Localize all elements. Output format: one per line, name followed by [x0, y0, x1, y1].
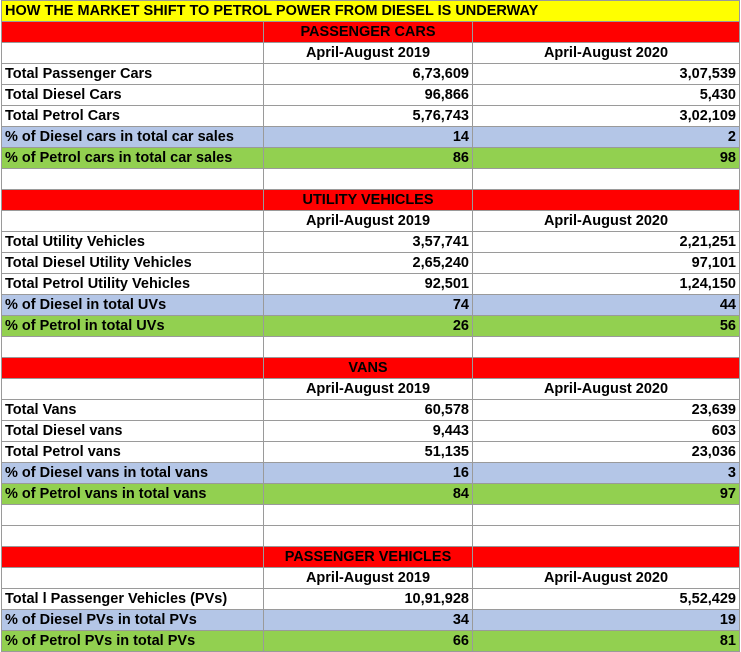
value-2019: 9,443: [264, 421, 473, 442]
value-2019: 3,57,741: [264, 232, 473, 253]
period-2019-header: April-August 2019: [264, 379, 473, 400]
table-row: [2, 631, 740, 652]
section-header-empty: [2, 22, 264, 43]
table-row: [2, 127, 740, 148]
section-header-empty: [473, 358, 740, 379]
value-2020: 2: [473, 127, 740, 148]
blank-cell: [264, 526, 473, 547]
section-header-row: [2, 190, 740, 211]
period-2019-header: April-August 2019: [264, 568, 473, 589]
section-header-row: [2, 22, 740, 43]
section-header-row: [2, 358, 740, 379]
section-title: PASSENGER CARS: [264, 22, 473, 43]
row-label: % of Diesel PVs in total PVs: [2, 610, 264, 631]
section-title: UTILITY VEHICLES: [264, 190, 473, 211]
row-label: Total Petrol vans: [2, 442, 264, 463]
value-2020: 19: [473, 610, 740, 631]
table-row: [2, 442, 740, 463]
value-2019: 2,65,240: [264, 253, 473, 274]
blank-cell: [2, 337, 264, 358]
period-2020-header: April-August 2020: [473, 43, 740, 64]
table-title: HOW THE MARKET SHIFT TO PETROL POWER FROM DIESEL IS UNDERWAY: [2, 1, 740, 22]
value-2020: 81: [473, 631, 740, 652]
blank-row: [2, 505, 740, 526]
value-2019: 34: [264, 610, 473, 631]
value-2020: 97,101: [473, 253, 740, 274]
value-2019: 66: [264, 631, 473, 652]
value-2019: 74: [264, 295, 473, 316]
row-label: Total l Passenger Vehicles (PVs): [2, 589, 264, 610]
table-row: [2, 316, 740, 337]
section-title: PASSENGER VEHICLES: [264, 547, 473, 568]
value-2020: 2,21,251: [473, 232, 740, 253]
table-row: [2, 232, 740, 253]
value-2019: 26: [264, 316, 473, 337]
value-2019: 5,76,743: [264, 106, 473, 127]
row-label: % of Diesel in total UVs: [2, 295, 264, 316]
market-shift-table: [1, 0, 740, 652]
value-2020: 3,07,539: [473, 64, 740, 85]
period-header-row: [2, 43, 740, 64]
value-2019: 51,135: [264, 442, 473, 463]
value-2019: 84: [264, 484, 473, 505]
period-2020-header: April-August 2020: [473, 211, 740, 232]
title-row: [2, 1, 740, 22]
row-label: Total Petrol Utility Vehicles: [2, 274, 264, 295]
value-2019: 92,501: [264, 274, 473, 295]
section-header-empty: [2, 547, 264, 568]
row-label: % of Petrol cars in total car sales: [2, 148, 264, 169]
table-body: [2, 1, 740, 652]
section-header-empty: [2, 190, 264, 211]
value-2019: 86: [264, 148, 473, 169]
table-row: [2, 484, 740, 505]
table-row: [2, 85, 740, 106]
period-header-row: [2, 379, 740, 400]
value-2019: 96,866: [264, 85, 473, 106]
row-label: Total Diesel Cars: [2, 85, 264, 106]
period-2020-header: April-August 2020: [473, 379, 740, 400]
blank-row: [2, 169, 740, 190]
blank-row: [2, 526, 740, 547]
row-label: Total Diesel Utility Vehicles: [2, 253, 264, 274]
period-header-empty: [2, 43, 264, 64]
table-row: [2, 295, 740, 316]
row-label: % of Petrol PVs in total PVs: [2, 631, 264, 652]
section-header-empty: [473, 547, 740, 568]
value-2020: 5,52,429: [473, 589, 740, 610]
row-label: Total Utility Vehicles: [2, 232, 264, 253]
section-title: VANS: [264, 358, 473, 379]
blank-cell: [264, 169, 473, 190]
blank-cell: [2, 169, 264, 190]
section-header-empty: [473, 190, 740, 211]
period-2019-header: April-August 2019: [264, 43, 473, 64]
table-row: [2, 400, 740, 421]
row-label: Total Passenger Cars: [2, 64, 264, 85]
blank-cell: [2, 505, 264, 526]
value-2020: 3: [473, 463, 740, 484]
period-header-empty: [2, 211, 264, 232]
value-2020: 5,430: [473, 85, 740, 106]
row-label: Total Diesel vans: [2, 421, 264, 442]
table-row: [2, 610, 740, 631]
table-row: [2, 421, 740, 442]
period-header-empty: [2, 379, 264, 400]
blank-cell: [2, 526, 264, 547]
value-2019: 10,91,928: [264, 589, 473, 610]
blank-cell: [264, 505, 473, 526]
period-header-row: [2, 568, 740, 589]
table-row: [2, 253, 740, 274]
value-2020: 97: [473, 484, 740, 505]
blank-cell: [473, 169, 740, 190]
value-2020: 56: [473, 316, 740, 337]
table-row: [2, 148, 740, 169]
row-label: % of Diesel vans in total vans: [2, 463, 264, 484]
row-label: Total Petrol Cars: [2, 106, 264, 127]
value-2020: 23,639: [473, 400, 740, 421]
value-2020: 3,02,109: [473, 106, 740, 127]
value-2020: 23,036: [473, 442, 740, 463]
period-2019-header: April-August 2019: [264, 211, 473, 232]
section-header-row: [2, 547, 740, 568]
section-header-empty: [2, 358, 264, 379]
value-2020: 44: [473, 295, 740, 316]
blank-row: [2, 337, 740, 358]
value-2020: 98: [473, 148, 740, 169]
blank-cell: [473, 526, 740, 547]
value-2020: 603: [473, 421, 740, 442]
value-2019: 14: [264, 127, 473, 148]
value-2020: 1,24,150: [473, 274, 740, 295]
table-row: [2, 274, 740, 295]
row-label: % of Petrol vans in total vans: [2, 484, 264, 505]
blank-cell: [473, 337, 740, 358]
period-header-empty: [2, 568, 264, 589]
period-header-row: [2, 211, 740, 232]
blank-cell: [264, 337, 473, 358]
section-header-empty: [473, 22, 740, 43]
row-label: % of Diesel cars in total car sales: [2, 127, 264, 148]
value-2019: 16: [264, 463, 473, 484]
blank-cell: [473, 505, 740, 526]
table-row: [2, 106, 740, 127]
table-row: [2, 463, 740, 484]
value-2019: 60,578: [264, 400, 473, 421]
row-label: Total Vans: [2, 400, 264, 421]
table-row: [2, 589, 740, 610]
period-2020-header: April-August 2020: [473, 568, 740, 589]
value-2019: 6,73,609: [264, 64, 473, 85]
row-label: % of Petrol in total UVs: [2, 316, 264, 337]
table-row: [2, 64, 740, 85]
